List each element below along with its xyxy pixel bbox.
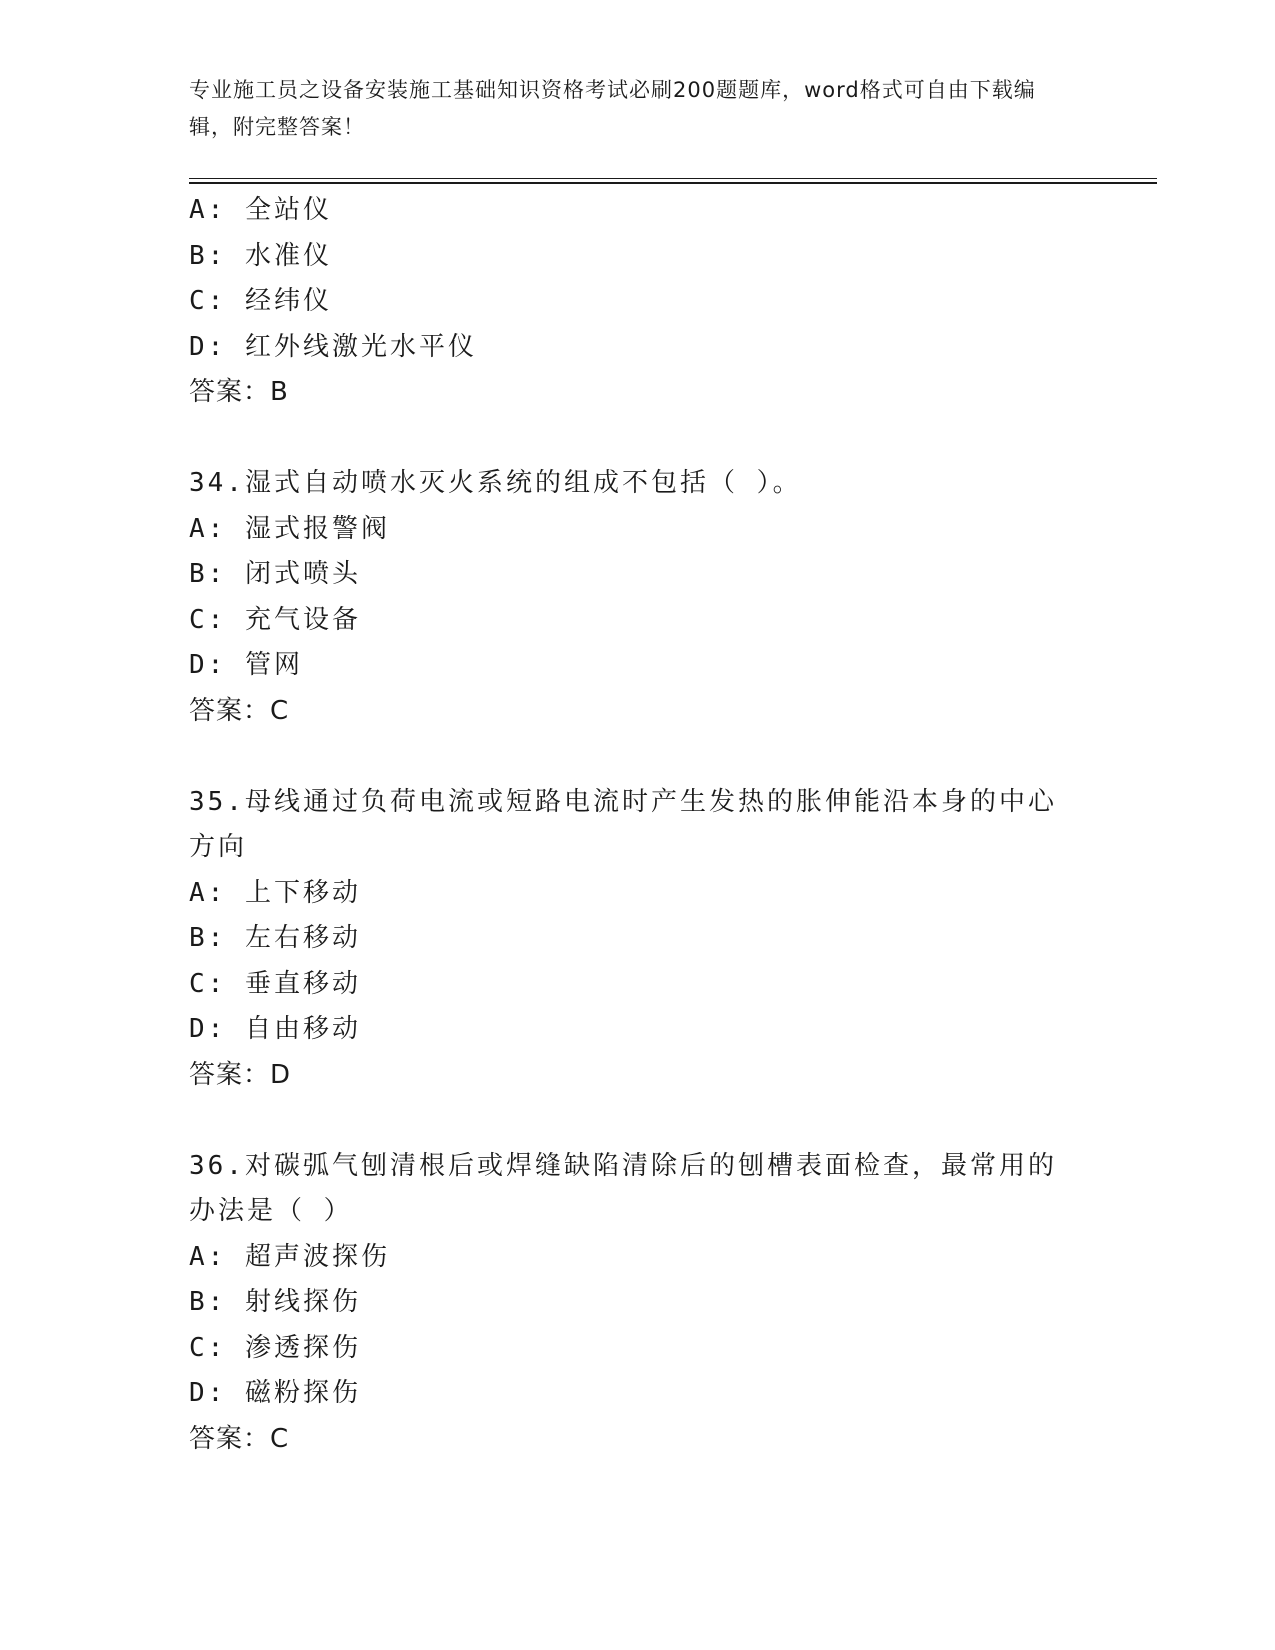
document-header: 专业施工员之设备安装施工基础知识资格考试必刷200题题库，word格式可自由下载编辑，附完整答案！ [189, 78, 1036, 139]
option-d: D: 红外线激光水平仪 [189, 331, 477, 362]
question-block [189, 461, 1089, 734]
header-divider-thick [189, 182, 1157, 184]
option-b: B: 左右移动 [189, 923, 361, 953]
question-stem: 36.对碳弧气刨清根后或焊缝缺陷清除后的刨槽表面检查，最常用的办法是（ ） [189, 1150, 1057, 1226]
option-d: D: 管网 [189, 650, 303, 680]
question-stem: 34.湿式自动喷水灭火系统的组成不包括（ ）。 [189, 468, 802, 498]
question-block [189, 188, 1089, 416]
option-b: B: 射线探伤 [189, 1287, 361, 1317]
question-stem: 35.母线通过负荷电流或短路电流时产生发热的胀伸能沿本身的中心方向 [189, 786, 1057, 862]
header-divider-thin [189, 178, 1157, 179]
option-a: A: 超声波探伤 [189, 1241, 390, 1272]
question-list [189, 188, 1089, 1462]
option-d: D: 自由移动 [189, 1014, 361, 1044]
question-block [189, 1144, 1089, 1463]
option-b: B: 闭式喷头 [189, 559, 361, 589]
option-a: A: 全站仪 [189, 195, 332, 225]
option-c: C: 垂直移动 [189, 968, 361, 999]
answer: 答案：D [189, 1059, 292, 1090]
question-block [189, 780, 1089, 1099]
option-a: A: 湿式报警阀 [189, 513, 390, 544]
option-a: A: 上下移动 [189, 877, 361, 908]
answer: 答案：C [189, 695, 290, 726]
option-c: C: 经纬仪 [189, 286, 332, 316]
answer: 答案：C [189, 1423, 290, 1454]
answer: 答案：B [189, 377, 289, 407]
option-b: B: 水准仪 [189, 240, 332, 271]
option-d: D: 磁粉探伤 [189, 1378, 361, 1408]
option-c: C: 渗透探伤 [189, 1332, 361, 1363]
option-c: C: 充气设备 [189, 604, 361, 635]
